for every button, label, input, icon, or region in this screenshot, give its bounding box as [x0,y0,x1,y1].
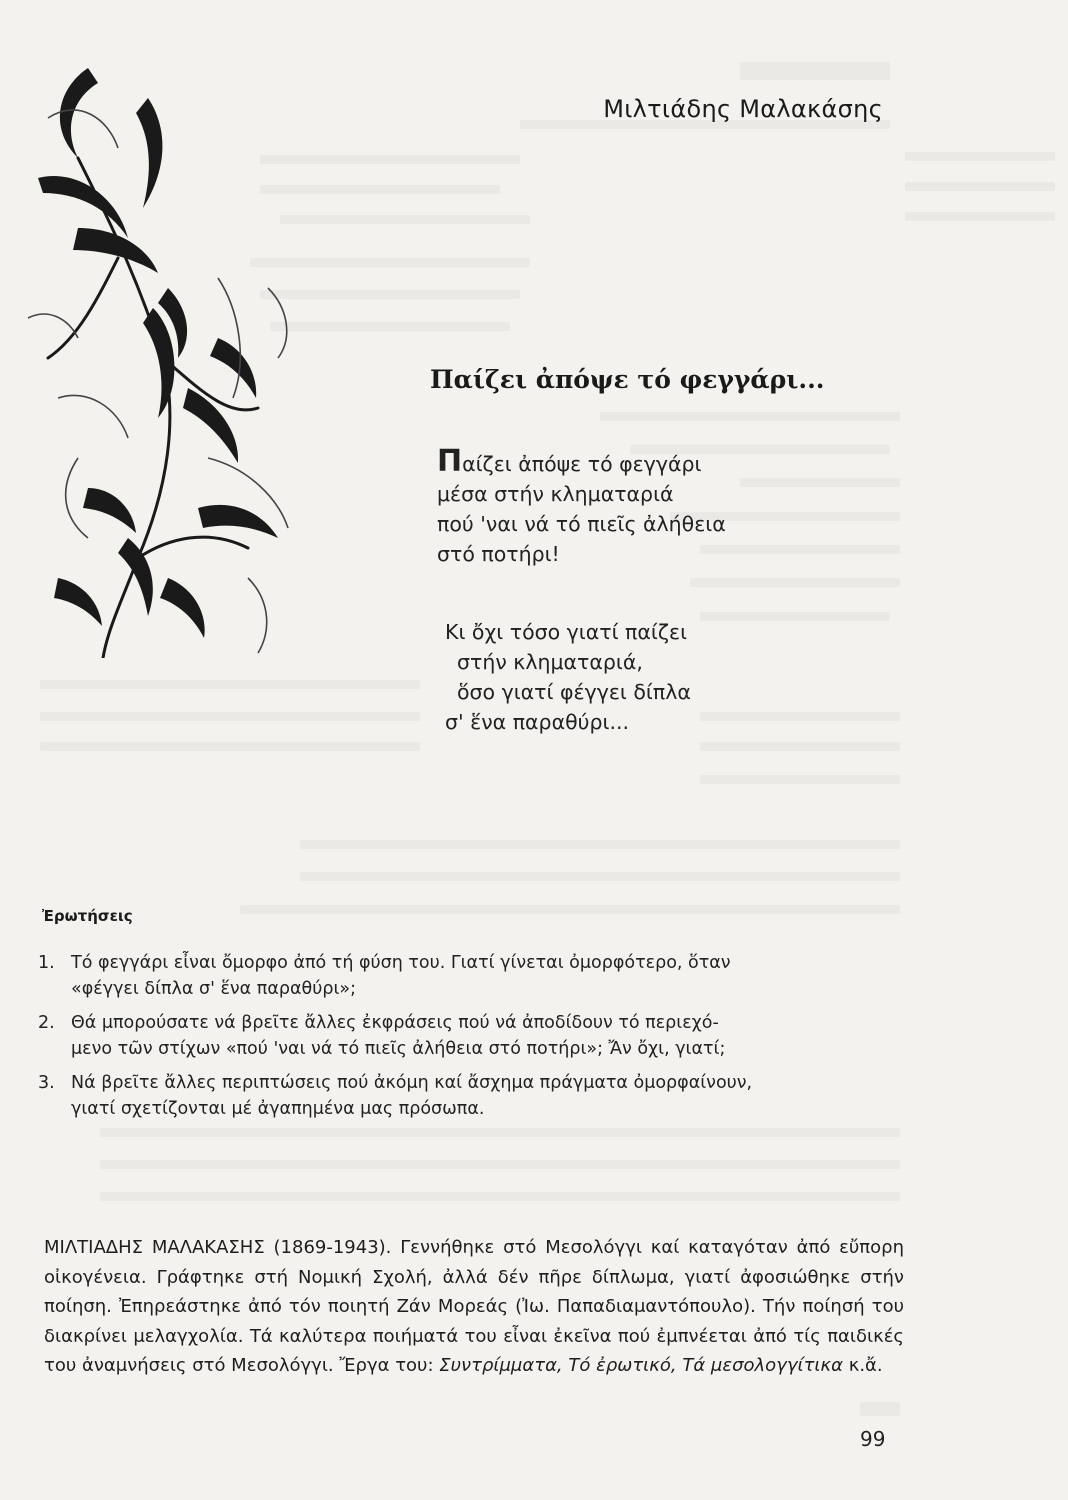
poem-line: Κι ὄχι τόσο γιατί παίζει [445,620,688,644]
question-line: μενο τῶν στίχων «πού 'ναι νά τό πιεῖς ἀλήθεια στό ποτήρι»; Ἄν ὄχι, γιατί; [71,1039,726,1059]
question-line: «φέγγει δίπλα σ' ἕνα παραθύρι»; [71,979,356,999]
author-heading: Μιλτιάδης Μαλακάσης [603,95,883,123]
poem-line: ὅσο γιατί φέγγει δίπλα [457,680,691,704]
poem-line: στήν κληματαριά, [457,650,643,674]
question-number: 2. [38,1013,55,1033]
question-line: Θά μπορούσατε νά βρεῖτε ἄλλες ἐκφράσεις πού νά ἀποδίδουν τό περιεχό- [71,1013,719,1033]
question-number: 3. [38,1073,55,1093]
poem-line: πού 'ναι νά τό πιεῖς ἀλήθεια [437,512,726,536]
question-line: Νά βρεῖτε ἄλλες περιπτώσεις πού ἀκόμη καί ἄσχημα πράγματα ὀμορφαίνουν, [71,1073,753,1093]
question-item [38,950,918,1002]
question-line: γιατί σχετίζονται μέ ἀγαπημένα μας πρόσωπα. [71,1099,485,1119]
question-item [38,1010,918,1062]
page-number: 99 [860,1427,886,1451]
bio-works: Συντρίμματα, Τό ἐρωτικό, Τά μεσολογγίτικα [439,1355,843,1376]
poem-title: Παίζει ἀπόψε τό φεγγάρι... [430,365,825,394]
poem-line: σ' ἕνα παραθύρι... [445,710,629,734]
bio-text: ΜΙΛΤΙΑΔΗΣ ΜΑΛΑΚΑΣΗΣ (1869-1943). Γεννήθηκε στό Μεσολόγγι καί καταγόταν ἀπό εὔπορη οἰκογένεια. Γράφτηκε στή Νομική Σχολή, ἀλλά δέν πῆρε δίπλωμα, γιατί ἀφοσιώθηκε στήν ποίηση. Ἐπηρεάστηκε ἀπό τόν ποιητή Ζάν Μορεάς (Ἰω. Παπαδιαμαντόπουλο). Τήν ποίησή του διακρίνει μελαγχολία. Τά καλύτερα ποιήματά του εἶναι ἐκεῖνα πού ἐμπνέεται ἀπό τίς παιδικές του ἀναμνήσεις στό Μεσολόγγι. Ἔργα του: [44,1237,904,1376]
poem-stanza-2 [445,617,691,737]
poem-line: στό ποτήρι! [437,542,560,566]
bio-suffix: κ.ἄ. [848,1355,883,1376]
poem-line [437,444,726,479]
poem-line-text: αίζει ἀπόψε τό φεγγάρι [462,452,702,476]
questions-heading: Ἐρωτήσεις [42,907,133,925]
poem-line: μέσα στήν κληματαριά [437,482,674,506]
drop-cap: Π [437,444,463,479]
question-number: 1. [38,953,55,973]
question-item [38,1070,918,1122]
floral-ornament [18,58,318,658]
poem-stanza-1 [437,444,726,569]
question-line: Τό φεγγάρι εἶναι ὄμορφο ἀπό τή φύση του. Γιατί γίνεται ὀμορφότερο, ὅταν [71,953,731,973]
author-biography [44,1233,904,1381]
questions-list [38,950,918,1130]
